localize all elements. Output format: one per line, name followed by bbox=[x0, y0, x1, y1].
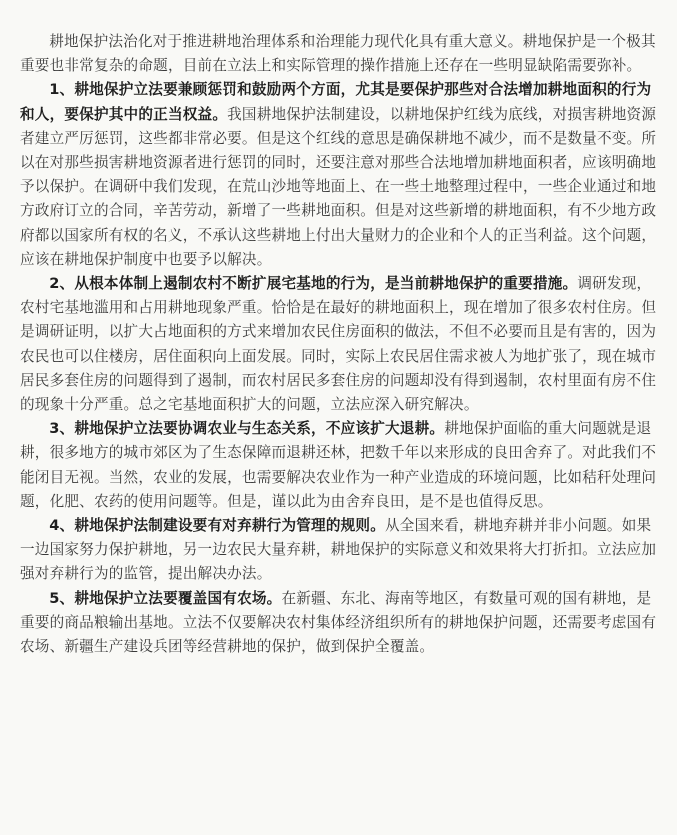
point-body-1: 我国耕地保护法制建设，以耕地保护红线为底线，对损害耕地资源者建立严厉惩罚，这些都非常必要。但是这个红线的意思是确保耕地不减少，而不是数量不变。所以在对那些损害耕地资源者进行惩罚的同时，还要注意对那些合法地增加耕地面积者，应该明确地予以保护。在调研中我们发现，在荒山沙地等地面上、在一些土地整理过程中，一些企业通过和地方政府订立的合同，辛苦劳动，新增了一些耕地面积。但是对这些新增的耕地面积，有不少地方政府都以国家所有权的名义，不承认这些耕地上付出大量财力的企业和个人的正当利益。这个问题，应该在耕地保护制度中也要予以解决。 bbox=[20, 105, 657, 268]
point-body-3: 耕地保护面临的重大问题就是退耕，很多地方的城市郊区为了生态保障而退耕还林，把数千年以来形成的良田舍弃了。对此我们不能闭目无视。当然，农业的发展，也需要解决农业作为一种产业造成的环境问题，比如秸秆处理问题，化肥、农药的使用问题等。但是，谨以此为由舍弃良田，是不是也值得反思。 bbox=[20, 420, 657, 510]
point-paragraph-1 bbox=[20, 78, 665, 272]
point-heading-5: 5、耕地保护立法要覆盖国有农场。 bbox=[49, 589, 282, 607]
point-heading-3: 3、耕地保护立法要协调农业与生态关系，不应该扩大退耕。 bbox=[49, 420, 445, 438]
point-paragraph-2 bbox=[20, 272, 665, 417]
point-body-4: 从全国来看，耕地弃耕并非小问题。如果一边国家努力保护耕地，另一边农民大量弃耕，耕地保护的实际意义和效果将大打折扣。立法应加强对弃耕行为的监管，提出解决办法。 bbox=[20, 517, 657, 583]
point-heading-4: 4、耕地保护法制建设要有对弃耕行为管理的规则。 bbox=[49, 517, 386, 535]
point-heading-2: 2、从根本体制上遏制农村不断扩展宅基地的行为，是当前耕地保护的重要措施。 bbox=[49, 275, 578, 293]
intro-paragraph: 耕地保护法治化对于推进耕地治理体系和治理能力现代化具有重大意义。耕地保护是一个极其重要也非常复杂的命题，目前在立法上和实际管理的操作措施上还存在一些明显缺陷需要弥补。 bbox=[20, 33, 656, 75]
point-heading-1: 1、耕地保护立法要兼顾惩罚和鼓励两个方面，尤其是要保护那些对合法增加耕地面积的行为和人，要保护其中的正当权益。 bbox=[20, 81, 652, 123]
point-body-2: 调研发现，农村宅基地滥用和占用耕地现象严重。恰恰是在最好的耕地面积上，现在增加了很多农村住房。但是调研证明，以扩大占地面积的方式来增加农民住房面积的做法，不但不必要而且是有害的，因为农民也可以住楼房，居住面积向上面发展。同时，实际上农民居住需求被人为地扩张了，现在城市居民多套住房的问题得到了遏制，而农村居民多套住房的问题却没有得到遏制，农村里面有房不住的现象十分严重。总之宅基地面积扩大的问题，立法应深入研究解决。 bbox=[20, 275, 657, 414]
point-paragraph-3 bbox=[20, 417, 665, 514]
point-paragraph-5 bbox=[20, 587, 665, 660]
point-body-5: 在新疆、东北、海南等地区，有数量可观的国有耕地，是重要的商品粮输出基地。立法不仅要解决农村集体经济组织所有的耕地保护问题，还需要考虑国有农场、新疆生产建设兵团等经营耕地的保护，做到保护全覆盖。 bbox=[20, 589, 657, 656]
point-paragraph-4 bbox=[20, 514, 665, 587]
